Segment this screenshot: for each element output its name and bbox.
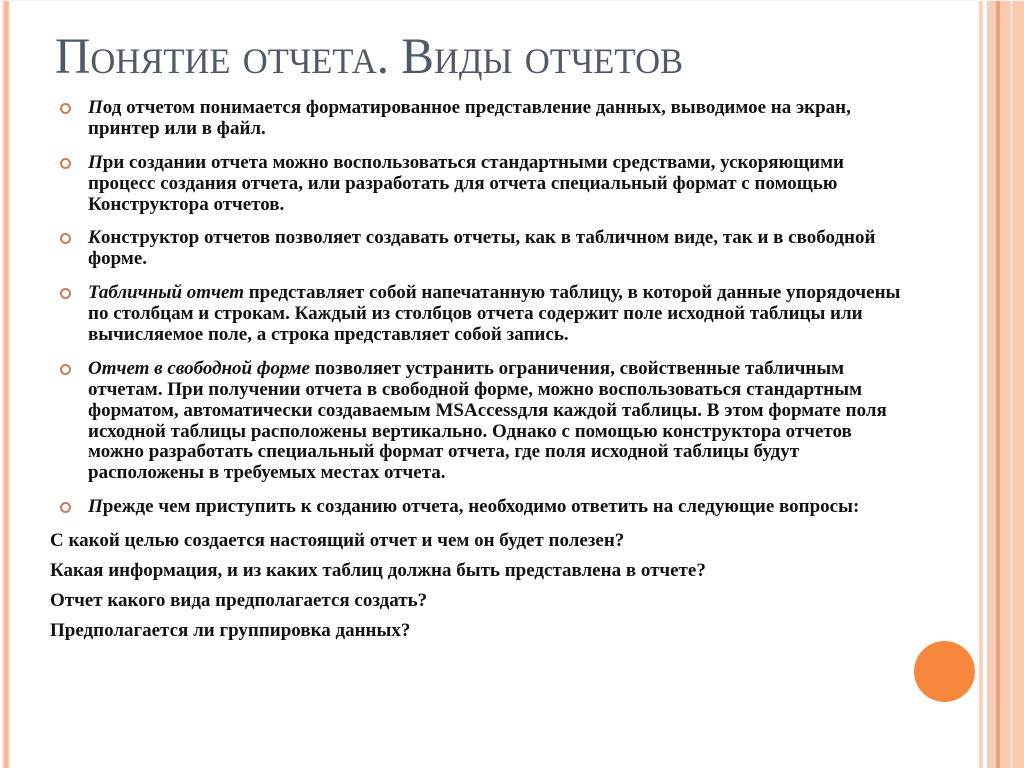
bullet-item bbox=[50, 497, 904, 518]
bullet-item bbox=[50, 359, 904, 484]
bullet-lead: П bbox=[88, 151, 103, 173]
question-line: Отчет какого вида предполагается создать? bbox=[50, 589, 428, 611]
orange-circle-decoration bbox=[914, 641, 975, 702]
bullet-lead: Табличный отчет bbox=[88, 282, 244, 304]
bullet-item bbox=[50, 283, 904, 346]
bullet-item bbox=[50, 228, 904, 270]
bullet-text: од отчетом понимается форматированное представление данных, выводимое на экран, принтер или в файл. bbox=[88, 97, 851, 139]
right-border-band bbox=[987, 1, 1024, 768]
bullet-ring-icon bbox=[60, 103, 71, 114]
bullet-text: ри создании отчета можно воспользоваться стандартными средствами, ускоряющими процесс создания отчета, или разработать для отчета специальный формат с помощью Конструктора отчетов. bbox=[88, 151, 844, 215]
bullet-item bbox=[50, 153, 904, 216]
bullet-ring-icon bbox=[60, 158, 71, 169]
bullet-item bbox=[50, 98, 904, 140]
question-line: Какая информация, и из каких таблиц должна быть представлена в отчете? bbox=[50, 560, 706, 582]
bullet-ring-icon bbox=[60, 288, 71, 299]
question-line: Предполагается ли группировка данных? bbox=[50, 619, 411, 641]
bullet-lead: П bbox=[88, 97, 103, 118]
bullet-ring-icon bbox=[60, 364, 71, 375]
question-line: С какой целью создается настоящий отчет и чем он будет полезен? bbox=[50, 530, 625, 552]
bullet-lead: П bbox=[88, 496, 103, 518]
bullet-text: режде чем приступить к созданию отчета, необходимо ответить на следующие вопросы: bbox=[102, 496, 860, 518]
bullet-ring-icon bbox=[60, 233, 71, 244]
left-border-stripe bbox=[2, 1, 10, 768]
right-thin-stripe bbox=[979, 1, 983, 768]
bullet-list bbox=[50, 98, 904, 518]
bullet-lead: К bbox=[88, 227, 101, 249]
bullet-ring-icon bbox=[60, 502, 71, 513]
slide-title: Понятие отчета. Виды отчетов bbox=[55, 29, 684, 85]
slide-body bbox=[50, 98, 904, 642]
question-list bbox=[50, 531, 904, 642]
bullet-text: позволяет устранить ограничения, свойственные табличным отчетам. При получении отчета в свободной форме, можно воспользоваться стандартным форматом, автоматически создаваемым MSAccessдля каждой таблицы. В этом формате поля исходной таблицы расположены вертикально. Однако с помощью конструктора отчетов можно разработать специальный формат отчета, где поля исходной таблицы будут расположены в требуемых местах отчета. bbox=[88, 357, 887, 484]
bullet-text: представляет собой напечатанную таблицу, в которой данные упорядочены по столбцам и строкам. Каждый из столбцов отчета содержит поле исходной таблицы или вычисляемое поле, а строка представляет собой запись. bbox=[88, 282, 901, 346]
bullet-lead: Отчет в свободной форме bbox=[88, 357, 310, 379]
bullet-text: онструктор отчетов позволяет создавать отчеты, как в табличном виде, так и в свободной форме. bbox=[88, 227, 876, 270]
